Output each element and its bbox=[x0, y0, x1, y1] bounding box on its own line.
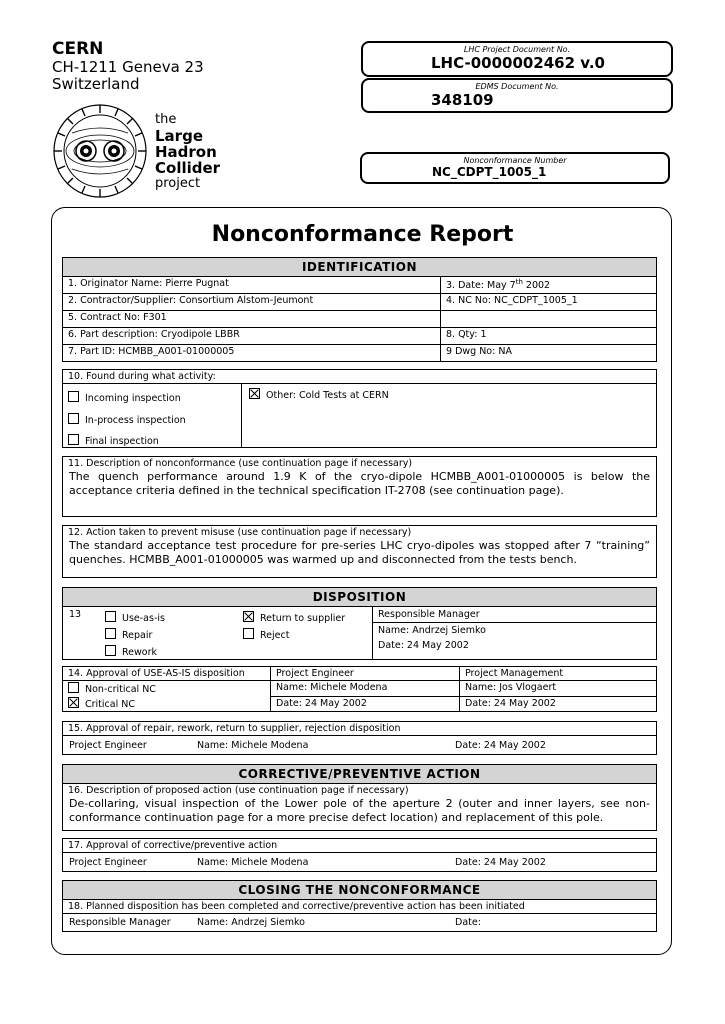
nc-number: NC_CDPT_1005_1 bbox=[432, 165, 547, 179]
contractor-field: 2. Contractor/Supplier: Consortium Alstom-Jeumont bbox=[63, 294, 441, 311]
use-as-is-checkbox[interactable]: Use-as-is bbox=[105, 610, 165, 627]
critical-checkbox[interactable]: Critical NC bbox=[63, 696, 271, 712]
return-to-supplier-checkbox[interactable]: Return to supplier bbox=[243, 610, 345, 627]
disposition-heading: DISPOSITION bbox=[63, 588, 656, 607]
final-inspection-checkbox[interactable]: Final inspection bbox=[68, 431, 186, 453]
other-activity-checkbox[interactable]: Other: Cold Tests at CERN bbox=[249, 388, 389, 401]
disposition-section: DISPOSITION 13 Use-as-is Repair Rework Return to supplier Reject Responsible Manager Name: Andrzej Siemko Date: 24 May 2002 bbox=[62, 587, 657, 660]
nc-description-section: 11. Description of nonconformance (use continuation page if necessary) The quench performance around 1.9 K of the cryo-dipole HCMBB_A001-01000005 is below the acceptance criteria defined in the technical specification IT-2708 (see continuation page). bbox=[62, 456, 657, 517]
qty-field: 8. Qty: 1 bbox=[441, 328, 657, 345]
closing-section: CLOSING THE NONCONFORMANCE 18. Planned disposition has been completed and corrective/preventive action has been initiated Responsible Manager Name: Andrzej Siemko Date: bbox=[62, 880, 657, 932]
corrective-action-section: CORRECTIVE/PREVENTIVE ACTION 16. Description of proposed action (use continuation page if necessary) De-collaring, visual inspection of the Lower pole of the aperture 2 (outer and inner layers, see non-conformance continuation page for a more precise defect location) and replacement of this pole. bbox=[62, 764, 657, 831]
contract-field: 5. Contract No: F301 bbox=[63, 311, 441, 328]
approval-corrective-section: 17. Approval of corrective/preventive action Project Engineer Name: Michele Modena Date: 24 May 2002 bbox=[62, 838, 657, 872]
inprocess-inspection-checkbox[interactable]: In-process inspection bbox=[68, 410, 186, 432]
address-line-2: Switzerland bbox=[52, 75, 140, 93]
corrective-heading: CORRECTIVE/PREVENTIVE ACTION bbox=[63, 765, 656, 784]
closing-heading: CLOSING THE NONCONFORMANCE bbox=[63, 881, 656, 900]
edms-doc-number: 348109 bbox=[431, 91, 494, 109]
address-line-1: CH-1211 Geneva 23 bbox=[52, 58, 204, 76]
dwg-field: 9 Dwg No: NA bbox=[441, 345, 657, 362]
misuse-action-section: 12. Action taken to prevent misuse (use continuation page if necessary) The standard acceptance test procedure for pre-series LHC cryo-dipoles was stopped after 7 “training” quenches. HCMBB_A001-01000005 was warmed up and disconnected from the tests bench. bbox=[62, 525, 657, 578]
report-title: Nonconformance Report bbox=[211, 222, 514, 247]
identification-section bbox=[62, 257, 657, 362]
corrective-action-text: De-collaring, visual inspection of the Lower pole of the aperture 2 (outer and inner layers, see non-conformance continuation page for a more precise defect location) and replacement of this pole. bbox=[69, 797, 650, 824]
org-name: CERN bbox=[52, 39, 104, 59]
misuse-action-text: The standard acceptance test procedure for pre-series LHC cryo-dipoles was stopped after 7 “training” quenches. HCMBB_A001-01000005 was warmed up and disconnected from the tests bench. bbox=[69, 539, 650, 566]
rework-checkbox[interactable]: Rework bbox=[105, 644, 165, 661]
nc-number-box: Nonconformance Number NC_CDPT_1005_1 bbox=[360, 152, 670, 184]
part-description-field: 6. Part description: Cryodipole LBBR bbox=[63, 328, 441, 345]
identification-heading: IDENTIFICATION bbox=[63, 258, 657, 277]
originator-field: 1. Originator Name: Pierre Pugnat bbox=[63, 277, 441, 294]
incoming-inspection-checkbox[interactable]: Incoming inspection bbox=[68, 388, 186, 410]
non-critical-checkbox[interactable]: Non-critical NC bbox=[63, 681, 271, 697]
approval-repair-section: 15. Approval of repair, rework, return to supplier, rejection disposition Project Engineer Name: Michele Modena Date: 24 May 2002 bbox=[62, 721, 657, 755]
part-id-field: 7. Part ID: HCMBB_A001-01000005 bbox=[63, 345, 441, 362]
activity-section: 10. Found during what activity: Incoming inspection In-process inspection Final inspection Other: Cold Tests at CERN bbox=[62, 369, 657, 448]
lhc-doc-number: LHC-0000002462 v.0 bbox=[431, 54, 605, 72]
org-header bbox=[52, 40, 204, 93]
reject-checkbox[interactable]: Reject bbox=[243, 627, 345, 644]
lhc-project-name: the Large Hadron Collider project bbox=[155, 112, 221, 191]
nc-no-field: 4. NC No: NC_CDPT_1005_1 bbox=[441, 294, 657, 311]
approval-use-as-is-section: 14. Approval of USE-AS-IS disposition Project Engineer Project Management Non-critical NC Name: Michele Modena Name: Jos Vlogaert Critical NC Date: 24 May 2002 Date: 24 May 2002 bbox=[62, 666, 657, 712]
lhc-logo-icon bbox=[52, 103, 148, 199]
date-field: 3. Date: May 7th 2002 bbox=[441, 277, 657, 294]
edms-doc-number-box: EDMS Document No. 348109 bbox=[361, 78, 673, 113]
nc-description-text: The quench performance around 1.9 K of the cryo-dipole HCMBB_A001-01000005 is below the acceptance criteria defined in the technical specification IT-2708 (see continuation page). bbox=[69, 470, 650, 497]
lhc-doc-number-box: LHC Project Document No. LHC-0000002462 v.0 bbox=[361, 41, 673, 77]
repair-checkbox[interactable]: Repair bbox=[105, 627, 165, 644]
